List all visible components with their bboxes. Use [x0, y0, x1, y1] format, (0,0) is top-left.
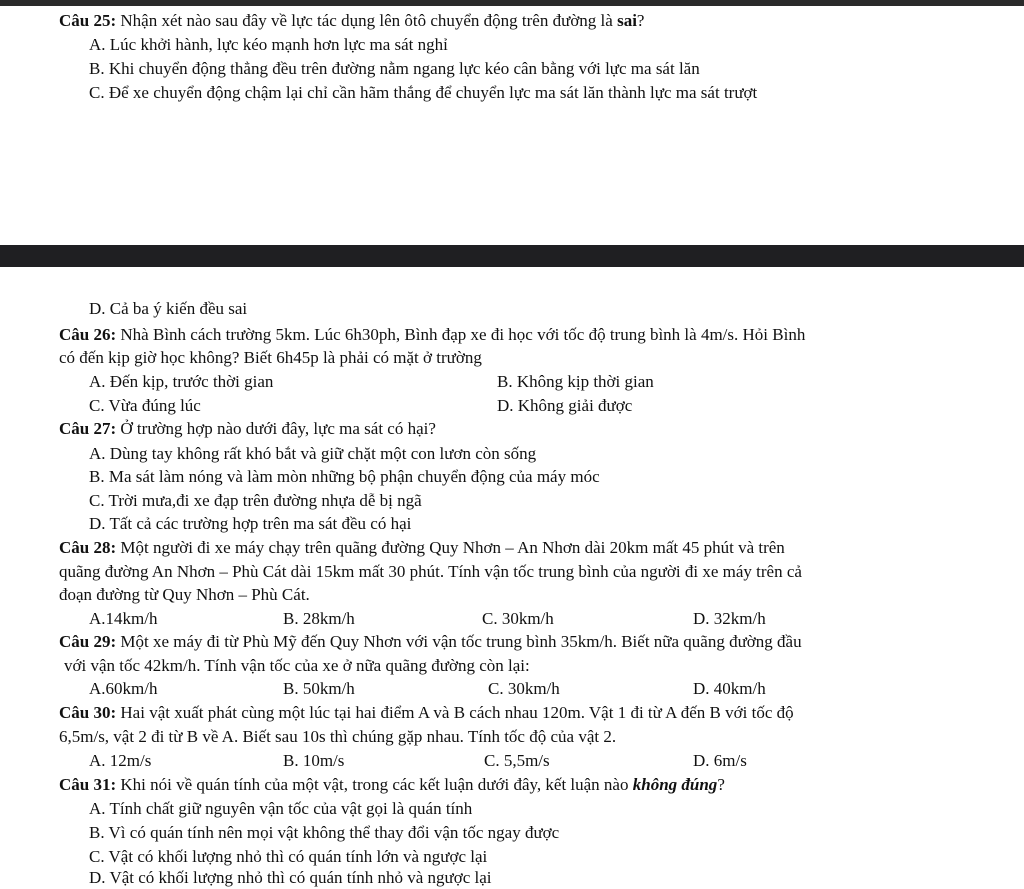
question-29-stem-line2: với vận tốc 42km/h. Tính vận tốc của xe ở nữa quãng đường còn lại:	[64, 656, 530, 675]
question-31-option-d: D. Vật có khối lượng nhỏ thì có quán tính nhỏ và ngược lại	[89, 868, 492, 887]
question-26-label: Câu 26:	[59, 325, 117, 344]
question-31-option-b: B. Vì có quán tính nên mọi vật không thể thay đổi vận tốc ngay được	[89, 823, 560, 842]
question-30-stem-line2: 6,5m/s, vật 2 đi từ B về A. Biết sau 10s thì chúng gặp nhau. Tính tốc độ của vật 2.	[59, 727, 617, 746]
section-divider	[0, 245, 1024, 267]
question-31-option-a: A. Tính chất giữ nguyên vận tốc của vật gọi là quán tính	[89, 799, 473, 818]
question-27-option-c: C. Trời mưa,đi xe đạp trên đường nhựa dễ bị ngã	[89, 491, 422, 510]
question-31-label: Câu 31:	[59, 775, 117, 794]
question-26-option-a: A. Đến kịp, trước thời gian	[89, 372, 274, 391]
question-26-option-b: B. Không kịp thời gian	[497, 372, 654, 391]
top-border	[0, 0, 1024, 6]
question-28-option-a: A.14km/h	[89, 609, 158, 628]
question-26-option-d: D. Không giải được	[497, 396, 633, 415]
question-30-option-d: D. 6m/s	[693, 751, 747, 770]
question-26-option-c: C. Vừa đúng lúc	[89, 396, 201, 415]
question-30-option-c: C. 5,5m/s	[484, 751, 550, 770]
question-31-stem: Câu 31: Khi nói về quán tính của một vật, trong các kết luận dưới đây, kết luận nào không đúng?	[59, 775, 725, 794]
question-26-stem: Câu 26: Nhà Bình cách trường 5km. Lúc 6h30ph, Bình đạp xe đi học với tốc độ trung bình là 4m/s. Hỏi Bình	[59, 325, 806, 344]
question-29-option-b: B. 50km/h	[283, 679, 355, 698]
question-29-option-a: A.60km/h	[89, 679, 158, 698]
question-28-option-b: B. 28km/h	[283, 609, 355, 628]
question-25-option-d: D. Cả ba ý kiến đều sai	[89, 299, 248, 318]
question-30-label: Câu 30:	[59, 703, 117, 722]
question-30-stem: Câu 30: Hai vật xuất phát cùng một lúc tại hai điểm A và B cách nhau 120m. Vật 1 đi từ A đến B với tốc độ	[59, 703, 794, 722]
question-28-label: Câu 28:	[59, 538, 117, 557]
question-28-option-d: D. 32km/h	[693, 609, 766, 628]
question-25-option-b: B. Khi chuyển động thẳng đều trên đường nằm ngang lực kéo cân bằng với lực ma sát lăn	[89, 59, 700, 78]
question-30-option-b: B. 10m/s	[283, 751, 345, 770]
question-25-label: Câu 25:	[59, 11, 117, 30]
question-25-stem: Câu 25: Nhận xét nào sau đây về lực tác dụng lên ôtô chuyển động trên đường là sai?	[59, 11, 645, 30]
question-26-stem-line2: có đến kịp giờ học không? Biết 6h45p là phải có mặt ở trường	[59, 348, 482, 367]
question-25-option-c: C. Để xe chuyển động chậm lại chỉ cần hãm thắng để chuyển lực ma sát lăn thành lực ma sát trượt	[89, 83, 758, 102]
question-29-stem: Câu 29: Một xe máy đi từ Phù Mỹ đến Quy Nhơn với vận tốc trung bình 35km/h. Biết nữa quãng đường đầu	[59, 632, 802, 651]
question-29-label: Câu 29:	[59, 632, 117, 651]
question-27-option-b: B. Ma sát làm nóng và làm mòn những bộ phận chuyển động của máy móc	[89, 467, 600, 486]
question-25-option-a: A. Lúc khởi hành, lực kéo mạnh hơn lực ma sát nghỉ	[89, 35, 448, 54]
question-29-option-c: C. 30km/h	[488, 679, 560, 698]
question-31-option-c: C. Vật có khối lượng nhỏ thì có quán tính lớn và ngược lại	[89, 847, 488, 866]
question-29-option-d: D. 40km/h	[693, 679, 766, 698]
question-28-stem: Câu 28: Một người đi xe máy chạy trên quãng đường Quy Nhơn – An Nhơn dài 20km mất 45 phút và trên	[59, 538, 785, 557]
question-28-option-c: C. 30km/h	[482, 609, 554, 628]
question-27-option-d: D. Tất cả các trường hợp trên ma sát đều có hại	[89, 514, 412, 533]
question-27-option-a: A. Dùng tay không rất khó bắt và giữ chặt một con lươn còn sống	[89, 444, 537, 463]
question-27-stem: Câu 27: Ở trường hợp nào dưới đây, lực ma sát có hại?	[59, 419, 436, 438]
question-28-stem-line3: đoạn đường từ Quy Nhơn – Phù Cát.	[59, 585, 310, 604]
question-27-label: Câu 27:	[59, 419, 117, 438]
question-30-option-a: A. 12m/s	[89, 751, 152, 770]
question-28-stem-line2: quãng đường An Nhơn – Phù Cát dài 15km mất 30 phút. Tính vận tốc trung bình của người đi xe máy trên cả	[59, 562, 802, 581]
